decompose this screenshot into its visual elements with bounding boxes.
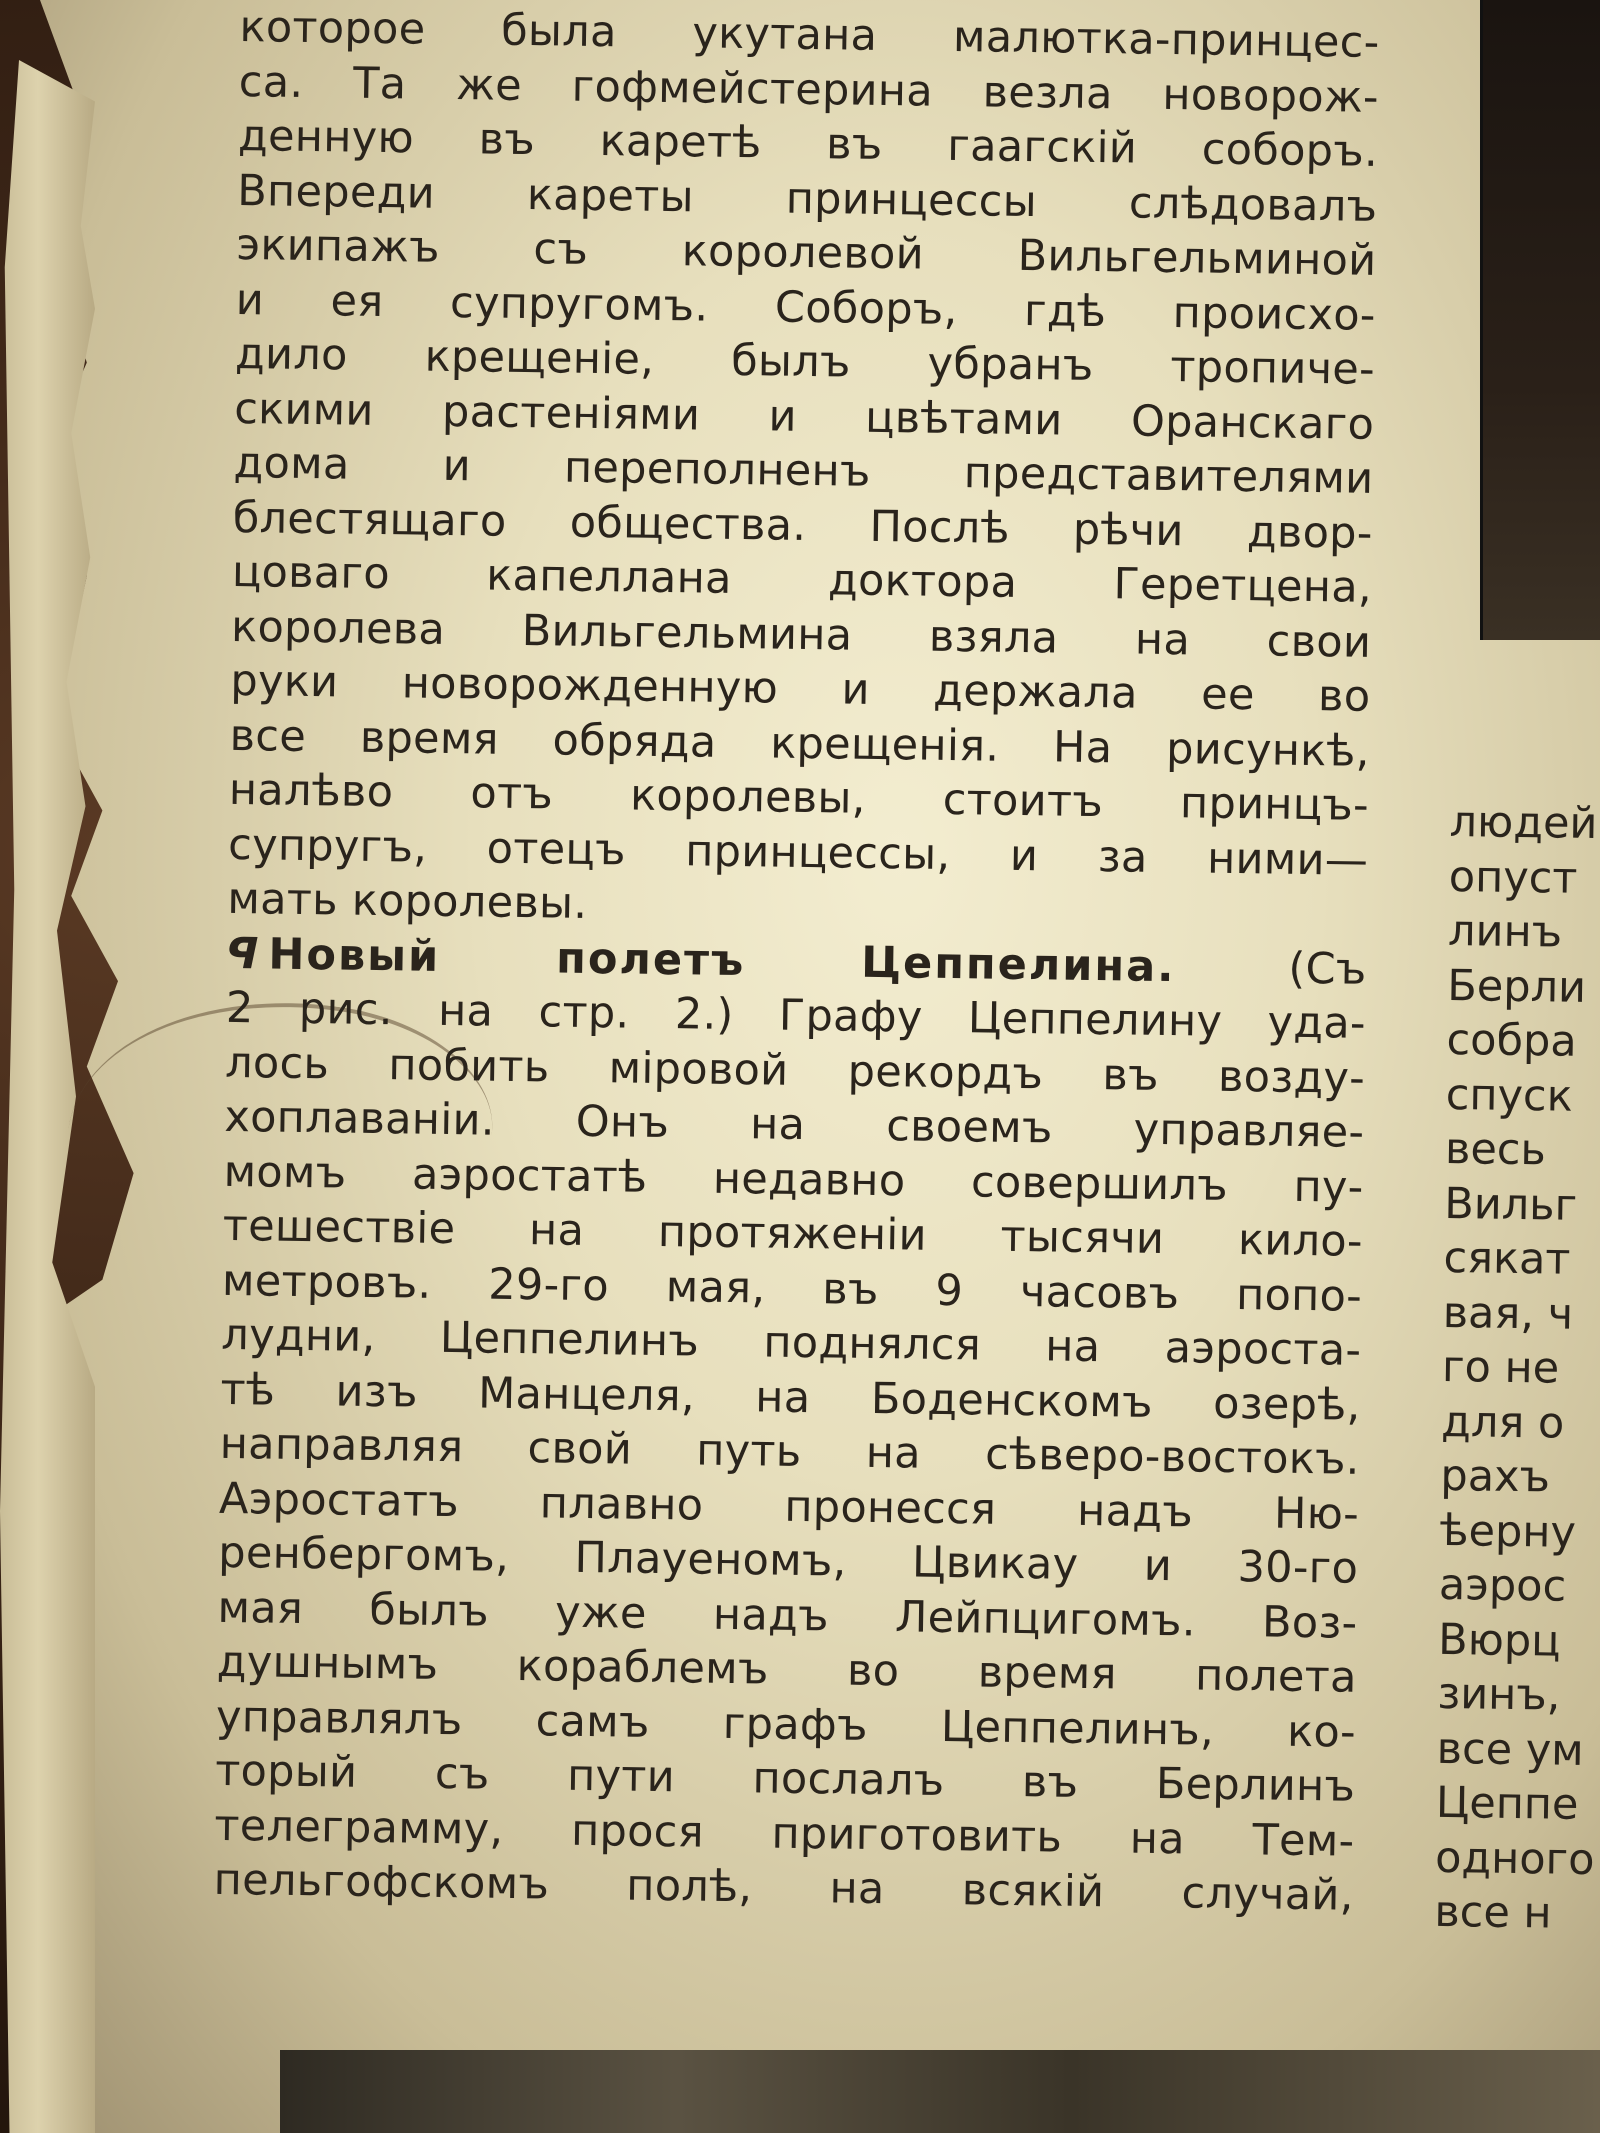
right-column-fragment: весь — [1444, 1123, 1547, 1176]
photo-top-right — [1480, 0, 1600, 640]
right-column-fragment: ѣерну — [1439, 1505, 1577, 1558]
text-line: мая былъ уже надъ Лейпцигомъ. Воз- — [217, 1582, 1358, 1649]
text-line: которое была укутана малютка-принцес- — [239, 1, 1380, 68]
right-column-fragment: все ум — [1436, 1723, 1585, 1776]
text-line: торый съ пути послалъ въ Берлинъ — [214, 1745, 1356, 1812]
text-line: 2 рис. на стр. 2.) Графу Цеппелину уда- — [225, 982, 1367, 1049]
text-line: супругъ, отецъ принцессы, и за ними— — [227, 819, 1369, 886]
section-heading: Новый полетъ Цеппелина. — [268, 928, 1176, 992]
text-line: все время обряда крещенія. На рисункѣ, — [229, 710, 1370, 777]
text-line: Аэростатъ плавно пронесся надъ Ню- — [218, 1473, 1360, 1540]
article-column — [213, 0, 1380, 1923]
article-text-top — [227, 0, 1380, 942]
right-column-fragment: опуст — [1448, 851, 1578, 904]
right-column-fragment: Вюрц — [1437, 1614, 1561, 1667]
text-line: блестящаго общества. Послѣ рѣчи двор- — [232, 492, 1374, 559]
right-column-fragment: го не — [1441, 1341, 1560, 1394]
text-line: телеграмму, прося приготовить на Тем- — [214, 1800, 1355, 1867]
right-column-fragment: все н — [1434, 1886, 1552, 1939]
section-ornament: ꟼ — [226, 928, 259, 979]
text-line: момъ аэростатѣ недавно совершилъ пу- — [223, 1146, 1364, 1213]
article-text-bottom — [213, 981, 1366, 1923]
right-column-fragment: сякат — [1443, 1232, 1571, 1285]
right-column-fragment: для о — [1440, 1396, 1565, 1449]
right-column-fragments — [1434, 795, 1600, 1942]
photo-bottom — [280, 2050, 1600, 2133]
right-column-fragment: Вильг — [1443, 1178, 1578, 1231]
text-line: цоваго капеллана доктора Геретцена, — [231, 546, 1373, 613]
right-column-fragment: одного — [1434, 1832, 1595, 1885]
text-line: скими растеніями и цвѣтами Оранскаго — [233, 383, 1375, 450]
text-line: налѣво отъ королевы, стоитъ принцъ- — [228, 764, 1370, 831]
text-line: пельгофскомъ полѣ, на всякій случай, — [213, 1854, 1354, 1921]
text-line: метровъ. 29-го мая, въ 9 часовъ попо- — [221, 1255, 1363, 1322]
text-line: лудни, Цеппелинъ поднялся на аэроста- — [221, 1309, 1362, 1376]
text-line: са. Та же гофмейстерина везла новорож- — [238, 56, 1380, 123]
text-line: денную въ каретѣ въ гаагскій соборъ. — [237, 110, 1379, 177]
text-line: мать королевы. — [227, 873, 588, 929]
text-line: руки новорожденную и держала ее во — [230, 655, 1371, 722]
text-line: управлялъ самъ графъ Цеппелинъ, ко- — [215, 1691, 1357, 1758]
text-line: королева Вильгельмина взяла на свои — [230, 601, 1372, 668]
right-column-fragment: рахъ — [1440, 1450, 1551, 1503]
right-column-fragment: собра — [1446, 1014, 1578, 1067]
right-column-fragment: линъ — [1447, 905, 1563, 958]
right-column-fragment: вая, ч — [1442, 1287, 1574, 1340]
text-line: Впереди кареты принцессы слѣдовалъ — [236, 165, 1378, 232]
right-column-fragment: людей — [1449, 796, 1598, 850]
right-column-fragment: Цеппе — [1435, 1777, 1579, 1830]
text-line: дома и переполненъ представителями — [233, 437, 1374, 504]
text-line: тѣ изъ Манцеля, на Боденскомъ озерѣ, — [220, 1364, 1361, 1431]
right-column-fragment: Берли — [1446, 960, 1587, 1013]
text-line: лось побить міровой рекордъ въ возду- — [224, 1037, 1366, 1104]
text-line: дило крещеніе, былъ убранъ тропиче- — [234, 328, 1376, 395]
text-line: направляя свой путь на сѣверо-востокъ. — [219, 1418, 1361, 1485]
text-line: и ея супругомъ. Соборъ, гдѣ происхо- — [235, 274, 1377, 341]
text-line: хоплаваніи. Онъ на своемъ управляе- — [224, 1091, 1365, 1158]
right-column-fragment: аэрос — [1438, 1559, 1567, 1612]
text-line: ренбергомъ, Плауеномъ, Цвикау и 30-го — [217, 1527, 1359, 1594]
right-column-fragment: зинъ, — [1437, 1668, 1561, 1721]
section-heading-tail: (Съ — [1175, 941, 1367, 995]
right-column-fragment: спуск — [1445, 1069, 1573, 1122]
text-line: экипажъ съ королевой Вильгельминой — [236, 219, 1377, 286]
text-line: душнымъ кораблемъ во время полета — [216, 1636, 1358, 1703]
text-line: тешествіе на протяженіи тысячи кило- — [222, 1200, 1364, 1267]
